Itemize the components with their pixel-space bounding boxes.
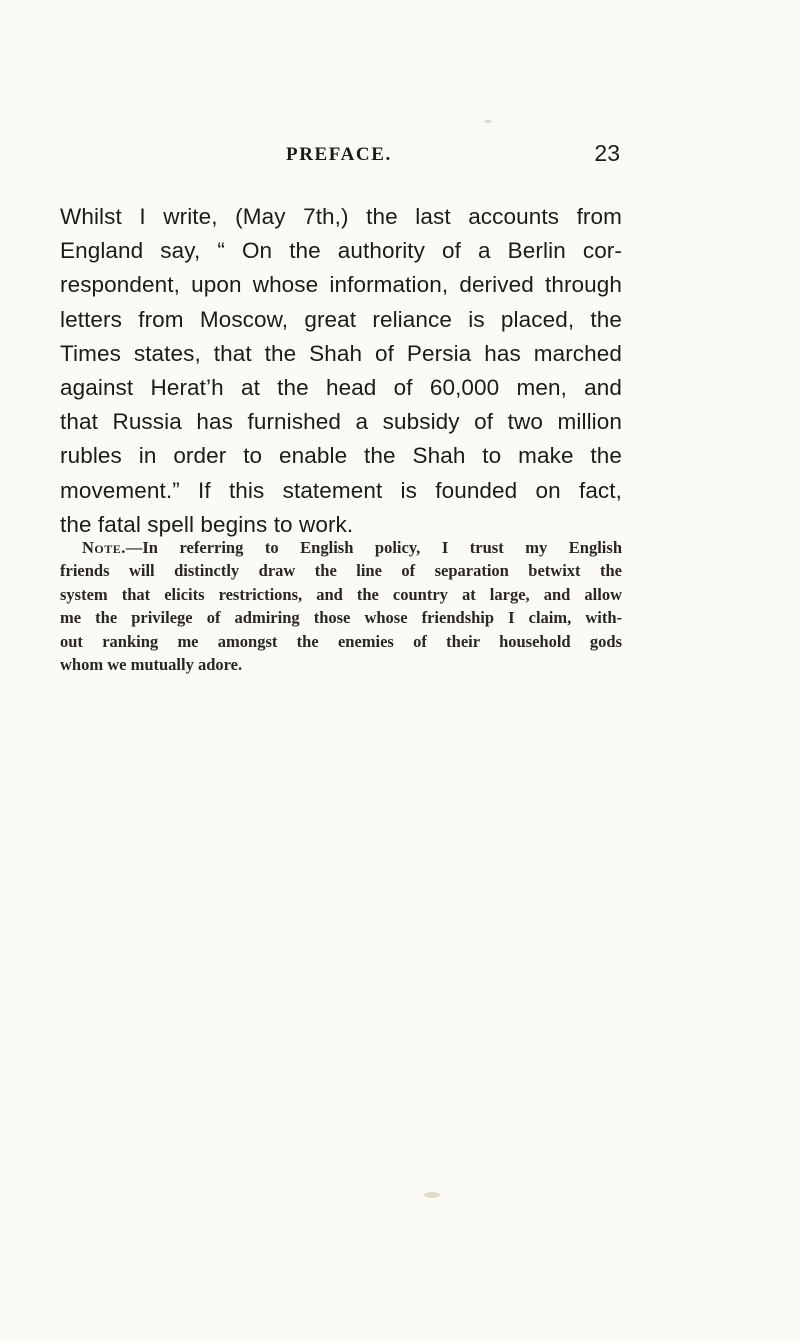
body-line: England say, “ On the authority of a Berlin cor- <box>60 238 622 264</box>
body-line: that Russia has furnished a subsidy of two million <box>60 409 622 435</box>
footnote-text: —In referring to English policy, I trust my English <box>125 538 622 557</box>
page-number: 23 <box>594 140 620 166</box>
footnote-line: me the privilege of admiring those whose friendship I claim, with- <box>60 608 622 628</box>
body-line: the fatal spell begins to work. <box>60 511 354 537</box>
footnote <box>60 536 622 676</box>
body-line: respondent, upon whose information, derived through <box>60 272 622 298</box>
body-line: Times states, that the Shah of Persia has marched <box>60 340 622 366</box>
footnote-line: out ranking me amongst the enemies of their household gods <box>60 631 622 651</box>
body-paragraph <box>60 200 622 542</box>
footnote-line: system that elicits restrictions, and the country at large, and allow <box>60 584 622 604</box>
footnote-line: friends will distinctly draw the line of separation betwixt the <box>60 561 622 581</box>
body-line: letters from Moscow, great reliance is placed, the <box>60 306 622 332</box>
paper-speck <box>424 1192 440 1198</box>
body-line: against Herat’h at the head of 60,000 men, and <box>60 375 622 401</box>
running-head: PREFACE. <box>286 144 392 165</box>
paper-speck <box>484 120 492 123</box>
body-line: rubles in order to enable the Shah to make the <box>60 443 622 469</box>
page-header <box>60 140 620 174</box>
body-line: Whilst I write, (May 7th,) the last accounts from <box>60 204 622 229</box>
footnote-line: whom we mutually adore. <box>60 655 243 675</box>
footnote-line <box>60 536 622 559</box>
body-line: movement.” If this statement is founded on fact, <box>60 477 622 503</box>
footnote-label: Note. <box>82 538 126 557</box>
